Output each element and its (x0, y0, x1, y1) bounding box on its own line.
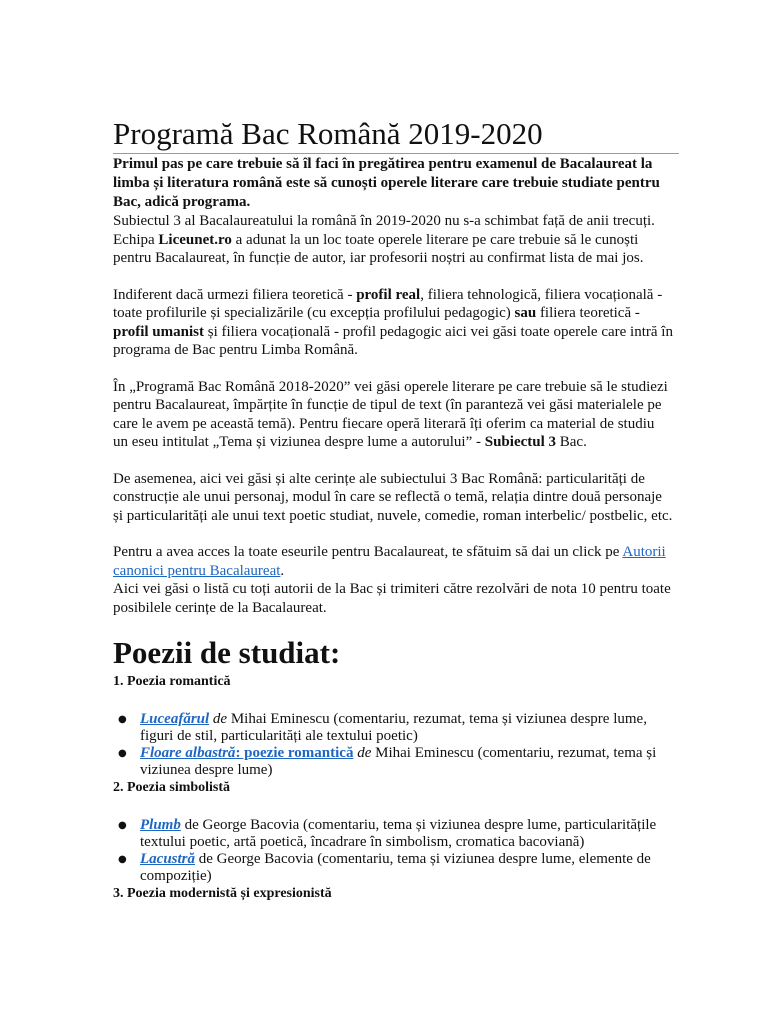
bullet-icon: ● (118, 748, 127, 759)
paragraph-programa: În „Programă Bac Română 2018-2020” vei găsi operele literare pe care trebuie să le studiezi pentru Bacalaureat, împărțite în funcție de tipul de text (în paranteză vei găsi materialele pe care le avem pe această temă). Pentru fiecare operă literară îți oferim ca material de studiu un eseu intitulat „Tema și viziunea despre lume a autorului” - Subiectul 3 Bac. (113, 378, 668, 450)
paragraph-profiles: Indiferent dacă urmezi filiera teoretică - profil real, filiera tehnologică, filiera vocațională - toate profilurile și specializările (cu excepția profilului pedagogic) sau filiera teoretică - profil umanist și filiera vocațională - profil pedagogic aici vei găsi toate operele care intră în programa de Bac pentru Limba Română. (113, 286, 673, 358)
poem-list-simbolista (113, 817, 673, 885)
article-body (113, 116, 673, 903)
list-item: ● Luceafărul de Mihai Eminescu (comentariu, rezumat, tema și viziunea despre lume, figuri de stil, particularități ale textului poetic) (118, 711, 647, 744)
paragraph-cerinte: De asemenea, aici vei găsi și alte cerințe ale subiectului 3 Bac Română: particularități de construcție ale unui personaj, modul în care se reflectă o temă, relația dintre două personaje și particularități ale unui text poetic studiat, nuvele, comedie, roman interbelic/ postbelic, etc. (113, 470, 673, 524)
bullet-icon: ● (118, 714, 127, 725)
group-heading-simbolista: 2. Poezia simbolistă (113, 780, 231, 795)
poem-link-poezie-romantica[interactable]: : poezie romantică (235, 745, 354, 761)
bullet-icon: ● (118, 820, 127, 831)
poem-list-romantica (113, 711, 673, 779)
list-item: ● Lacustră de George Bacovia (comentariu, tema și viziunea despre lume, elemente de compoziție) (118, 851, 651, 884)
list-item: ● Plumb de George Bacovia (comentariu, tema și viziunea despre lume, particularitățile textului poetic, artă poetică, încadrare în simbolism, cromatica bacoviană) (118, 817, 657, 850)
section-heading: Poezii de studiat: (113, 635, 341, 670)
list-item: ● Floare albastră: poezie romantică de Mihai Eminescu (comentariu, rezumat, tema și viziunea despre lume) (118, 745, 657, 778)
poem-link-plumb[interactable]: Plumb (140, 817, 181, 833)
autorii-canonici-link[interactable]: Autorii canonici pentru Bacalaureat (113, 544, 666, 579)
paragraph-line: Subiectul 3 al Bacalaureatului la română în 2019-2020 nu s-a schimbat față de anii trecuți. (113, 213, 655, 229)
intro-paragraph: Primul pas pe care trebuie să îl faci în pregătirea pentru examenul de Bacalaureat la limba și literatura română este să cunoști operele literare care trebuie studiate pentru Bac, adică programa. (113, 156, 660, 210)
group-heading-romantica: 1. Poezia romantică (113, 674, 231, 689)
paragraph-autori: Pentru a avea acces la toate eseurile pentru Bacalaureat, te sfătuim să dai un click pe Autorii canonici pentru Bacalaureat. Aici vei găsi o listă cu toți autorii de la Bac și trimiteri către rezolvări de nota 10 pentru toate posibilele cerințe de la Bacalaureat. (113, 544, 671, 616)
paragraph-subiectul-3: Subiectul 3 al Bacalaureatului la română în 2019-2020 nu s-a schimbat față de anii trecuți. Echipa Licеunet.ro a adunat la un loc toate operele literare pe care trebuie să le cunoști pentru Bacalaureat, în funcție de autor, iar profesorii noștri au confirmat lista de mai jos. (113, 213, 655, 266)
poem-link-floare-albastra[interactable]: Floare albastră (140, 745, 236, 761)
poem-link-luceafarul[interactable]: Luceafărul (140, 711, 210, 727)
brand-name: Licеunet.ro (158, 231, 232, 248)
poem-link-lacustra[interactable]: Lacustră (140, 851, 196, 867)
page-title: Programă Bac Română 2019-2020 (113, 116, 679, 154)
bullet-icon: ● (118, 854, 127, 865)
group-heading-modernista: 3. Poezia modernistă și expresionistă (113, 886, 332, 901)
